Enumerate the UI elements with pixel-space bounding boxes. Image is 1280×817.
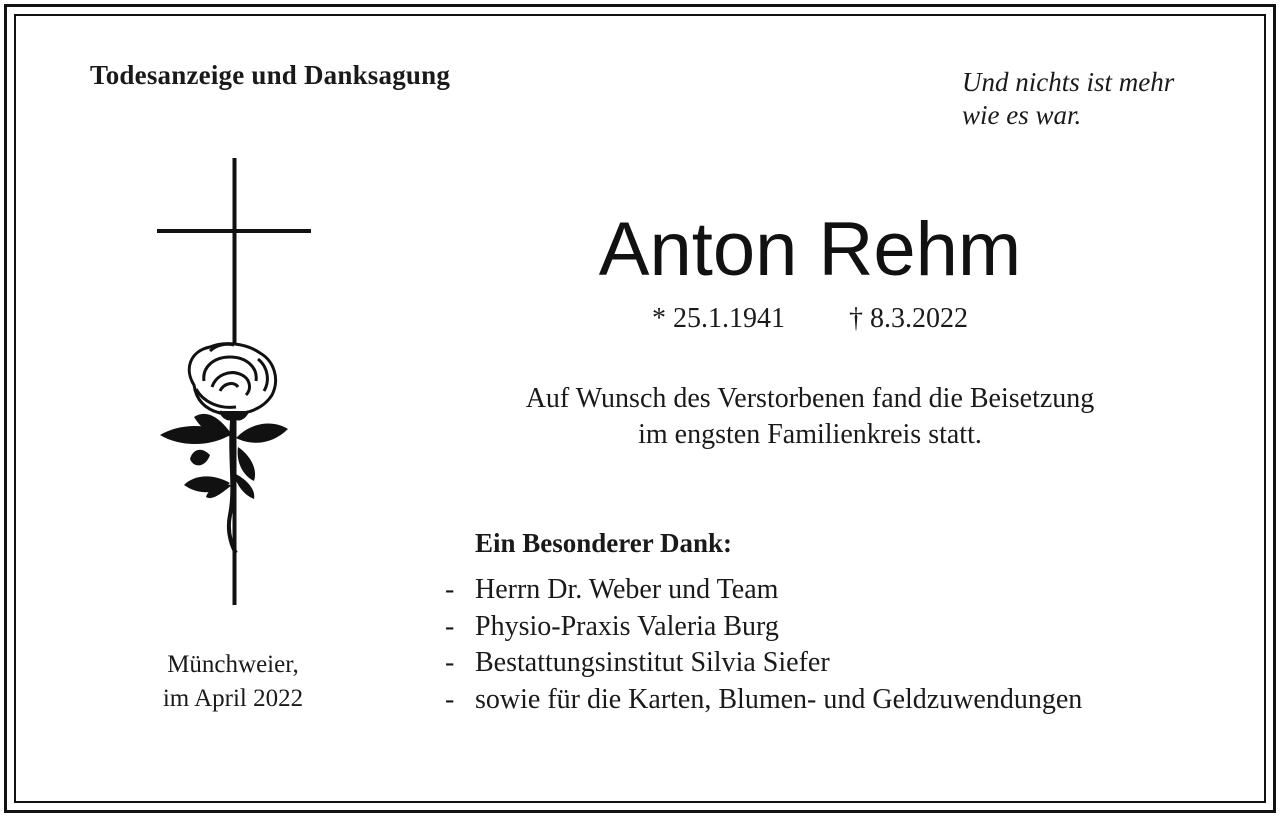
place-line-1: Münchweier, — [167, 651, 299, 678]
thanks-list — [445, 572, 1082, 718]
notice-line-2: im engsten Familienkreis statt. — [638, 419, 982, 450]
cross-with-rose-icon — [150, 155, 320, 610]
motto — [962, 66, 1174, 132]
funeral-notice — [440, 381, 1180, 453]
notice-line-1: Auf Wunsch des Verstorbenen fand die Beisetzung — [525, 383, 1095, 414]
list-item: - Herrn Dr. Weber und Team — [445, 572, 1082, 609]
list-item: - sowie für die Karten, Blumen- und Geldzuwendungen — [445, 682, 1082, 719]
list-item: - Bestattungsinstitut Silvia Siefer — [445, 645, 1082, 682]
motto-line-2: wie es war. — [962, 100, 1082, 130]
place-line-2: im April 2022 — [162, 685, 304, 712]
place-and-date — [108, 648, 358, 716]
cross-horizontal-beam — [157, 229, 311, 233]
rose-sepals — [220, 411, 248, 419]
death-date: † 8.3.2022 — [849, 303, 968, 334]
list-item: - Physio-Praxis Valeria Burg — [445, 609, 1082, 646]
birth-date: * 25.1.1941 — [652, 303, 785, 334]
motto-line-1: Und nichts ist mehr — [962, 67, 1175, 97]
deceased-name: Anton Rehm — [598, 207, 1022, 292]
rose-bloom — [189, 344, 275, 415]
rose-leaves — [160, 414, 288, 499]
notice-heading: Todesanzeige und Danksagung — [90, 60, 451, 90]
thanks-title: Ein Besonderer Dank: — [475, 528, 733, 558]
life-dates — [440, 303, 1180, 335]
